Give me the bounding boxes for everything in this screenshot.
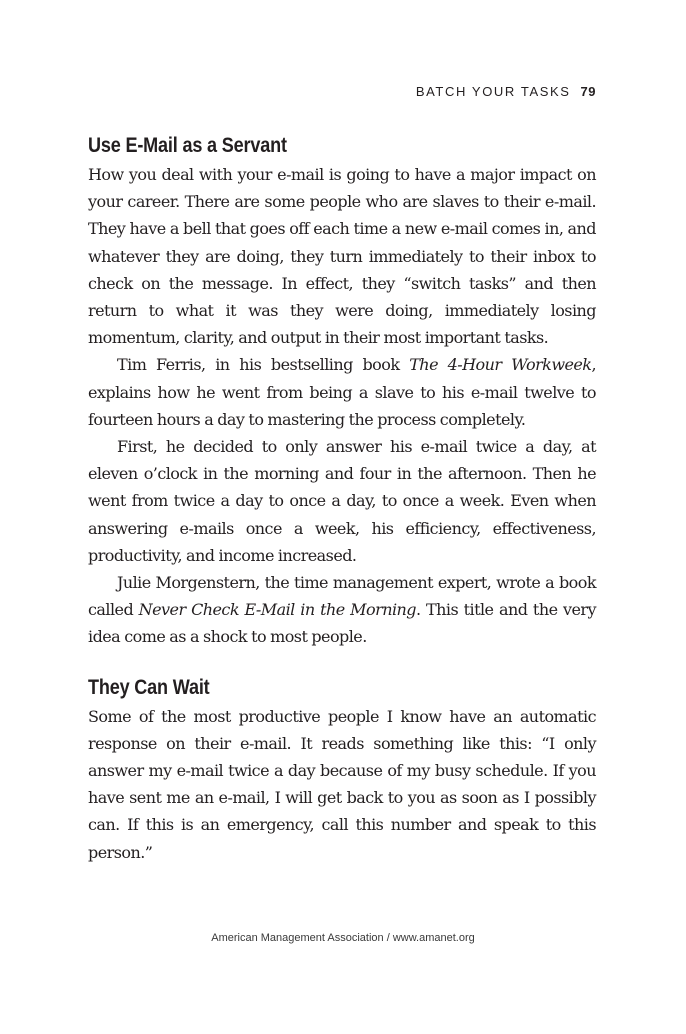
- paragraph-tim-ferris-text-a: Tim Ferris, in his bestselling book: [117, 355, 410, 375]
- section-heading-they-can-wait: They Can Wait: [88, 675, 210, 699]
- paragraph-twice-a-day: First, he decided to only answer his e-mail twice a day, at eleven o’clock in the morning and four in the afternoon. Then he went from twice a day to once a day, to once a week. Even when answering e-mails once a week, his efficiency, effectiveness, productivity, and income increased.: [88, 437, 596, 565]
- running-title: BATCH YOUR TASKS: [415, 84, 571, 99]
- page-body: [88, 131, 596, 866]
- book-title-4-hour-workweek: The 4-Hour Workweek: [409, 355, 592, 375]
- paragraph-tim-ferris-text-b: , explains how he went from being a slave to his e-mail twelve to fourteen hours a day to mastering the process completely.: [88, 355, 596, 429]
- running-head: [416, 84, 596, 99]
- paragraph-julie-text-a: Julie Morgenstern, the time management expert, wrote a book called: [88, 573, 596, 620]
- page-footer: American Management Association / www.amanet.org: [211, 932, 475, 944]
- section-heading-use-email: Use E-Mail as a Servant: [88, 134, 287, 157]
- paragraph-tim-ferris: [88, 351, 596, 433]
- page-number: 79: [580, 84, 596, 99]
- paragraph-email-impact: How you deal with your e-mail is going to have a major impact on your career. There are some people who are slaves to their e-mail. They have a bell that goes off each time a new e-mail comes in, and whatever they are doing, they turn immediately to their inbox to check on the message. In effect, they “switch tasks” and then return to what it was they were doing, immediately losing momentum, clarity, and output in their most important tasks.: [88, 165, 596, 348]
- paragraph-automatic-response: Some of the most productive people I know have an automatic response on their e-mail. It reads something like this: “I only answer my e-mail twice a day because of my busy schedule. If you have sent me an e-mail, I will get back to you as soon as I possibly can. If this is an emergency, call this number and speak to this person.”: [88, 706, 596, 862]
- book-title-never-check-email: Never Check E-Mail in the Morning: [138, 600, 416, 620]
- paragraph-julie-text-b: . This title and the very idea come as a shock to most people.: [88, 600, 597, 647]
- paragraph-julie-morgenstern: [88, 569, 596, 651]
